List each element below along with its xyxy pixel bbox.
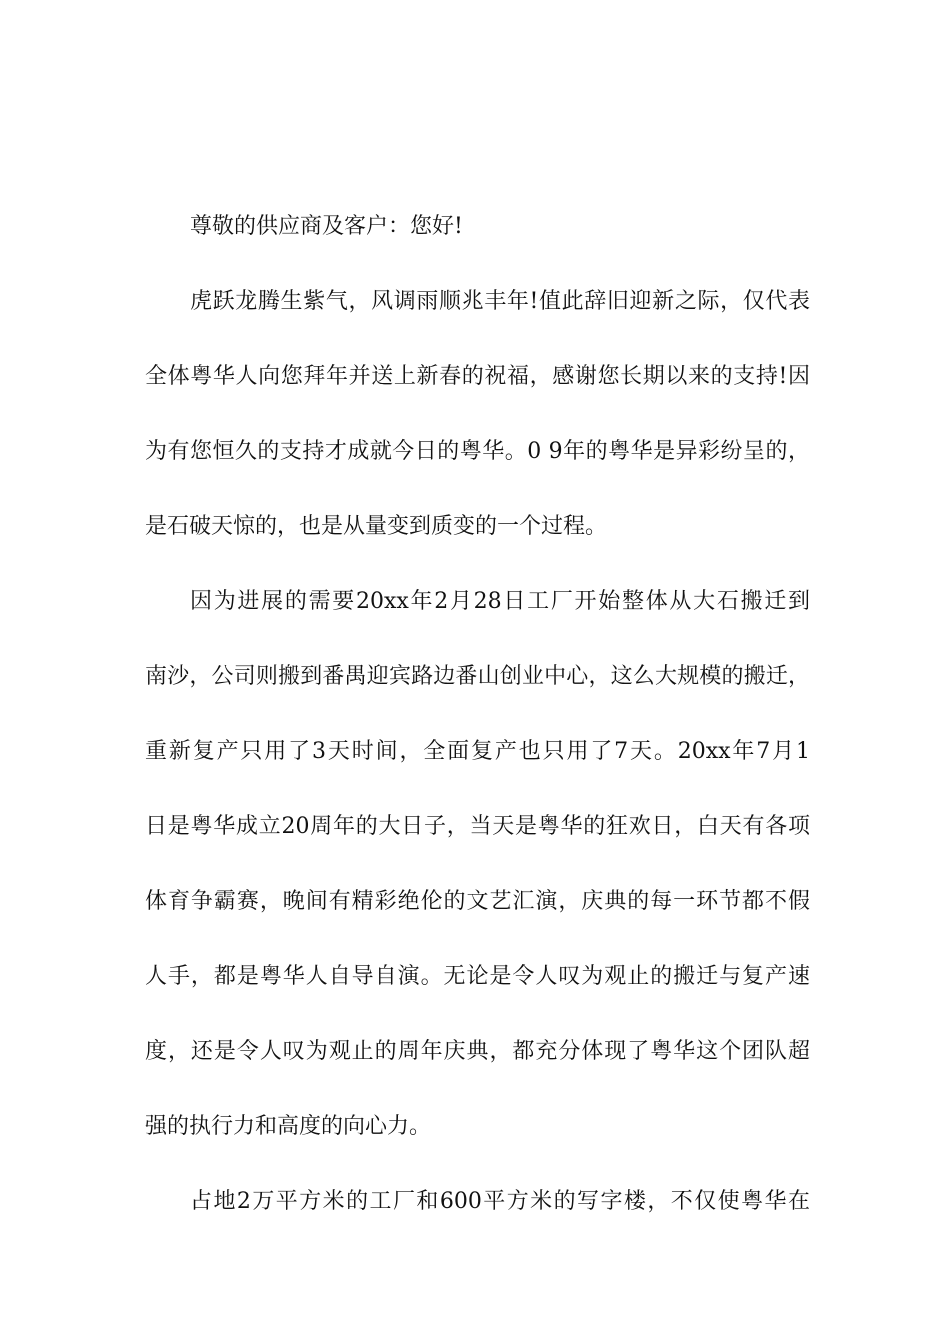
paragraph-3-line-1: 占地2万平方米的工厂和600平方米的写字楼，不仅使粤华在 — [190, 1189, 810, 1214]
paragraph-2-line-2: 南沙，公司则搬到番禺迎宾路边番山创业中心，这么大规模的搬迁， — [145, 664, 810, 689]
paragraph-2-line-8: 强的执行力和高度的向心力。 — [145, 1114, 432, 1139]
paragraph-1-line-3: 为有您恒久的支持才成就今日的粤华。0 9年的粤华是异彩纷呈的， — [145, 439, 810, 464]
greeting-line: 尊敬的供应商及客户：您好! — [190, 214, 463, 239]
paragraph-2-line-1: 因为进展的需要20xx年2月28日工厂开始整体从大石搬迁到 — [190, 589, 810, 614]
paragraph-2-line-6: 人手，都是粤华人自导自演。无论是令人叹为观止的搬迁与复产速 — [145, 964, 810, 989]
paragraph-2-line-4: 日是粤华成立20周年的大日子，当天是粤华的狂欢日，白天有各项 — [145, 814, 810, 839]
paragraph-2-line-5: 体育争霸赛，晚间有精彩绝伦的文艺汇演，庆典的每一环节都不假 — [145, 889, 810, 914]
paragraph-1-line-1: 虎跃龙腾生紫气，风调雨顺兆丰年!值此辞旧迎新之际，仅代表 — [190, 289, 810, 314]
paragraph-2-line-7: 度，还是令人叹为观止的周年庆典，都充分体现了粤华这个团队超 — [145, 1039, 810, 1064]
paragraph-1-line-2: 全体粤华人向您拜年并送上新春的祝福，感谢您长期以来的支持!因 — [145, 364, 810, 389]
paragraph-1-line-4: 是石破天惊的，也是从量变到质变的一个过程。 — [145, 514, 608, 539]
paragraph-2-line-3: 重新复产只用了3天时间，全面复产也只用了7天。20xx年7月1 — [145, 739, 810, 764]
